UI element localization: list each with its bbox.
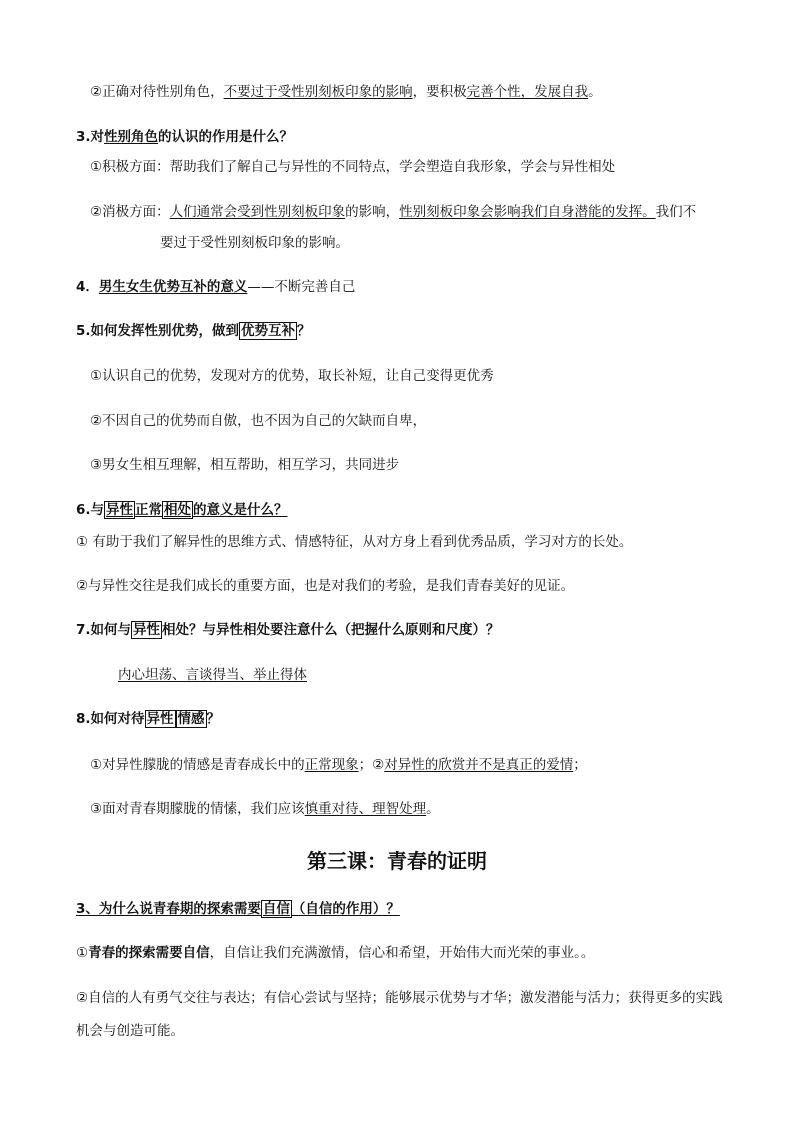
question-5-heading: 5.如何发挥性别优势，做到 优势互补 ？ bbox=[76, 323, 311, 339]
question-8-heading: 8.如何对待 异性 情感 ？ bbox=[76, 711, 221, 727]
question-6-heading: 6.与 异性 正常 相处 的意义是什么？ bbox=[76, 502, 288, 518]
s3-line-2: ②自信的人有勇气交往与表达；有信心尝试与坚持；能够展示优势与才华；激发潜能与活力；获得更多的实践机会与创造可能。 bbox=[76, 990, 723, 1039]
q7-answer: 内心坦荡、言谈得当、举止得体 bbox=[118, 667, 307, 683]
q8-line-1: ①对异性朦胧的情感是青春成长中的正常现象；②对异性的欣赏并不是真正的爱情； bbox=[90, 757, 587, 773]
q5-item-1: ①认识自己的优势，发现对方的优势，取长补短，让自己变得更优秀 bbox=[90, 368, 494, 384]
question-3-heading: 3.对性别角色的认识的作用是什么？ bbox=[76, 129, 294, 145]
q6-item-2: ②与异性交往是我们成长的重要方面，也是对我们的考验，是我们青春美好的见证。 bbox=[76, 578, 575, 594]
q8-line-2: ③面对青春期朦胧的情愫，我们应该慎重对待、理智处理。 bbox=[90, 801, 440, 817]
question-4-heading: 4．男生女生优势互补的意义——不断完善自己 bbox=[76, 279, 356, 295]
q3-negative-line: ②消极方面：人们通常会受到性别刻板印象的影响，性别刻板印象会影响我们自身潜能的发挥。我们不 bbox=[90, 204, 697, 220]
gender-role-line: ②正确对待性别角色，不要过于受性别刻板印象的影响，要积极完善个性，发展自我。 bbox=[90, 84, 602, 100]
q5-item-2: ②不因自己的优势而自傲，也不因为自己的欠缺而自卑， bbox=[90, 413, 427, 429]
q3-negative-cont: 要过于受性别刻板印象的影响。 bbox=[160, 235, 349, 251]
lesson-title: 第三课：青春的证明 bbox=[307, 849, 487, 873]
s3-line-1: ①青春的探索需要自信，自信让我们充满激情，信心和希望，开始伟大而光荣的事业。。 bbox=[76, 945, 595, 961]
question-7-heading: 7.如何与 异性 相处？与异性相处要注意什么（把握什么原则和尺度）？ bbox=[76, 622, 500, 638]
q6-item-1: ① 有助于我们了解异性的思维方式、情感特征，从对方身上看到优秀品质，学习对方的长处。 bbox=[76, 534, 633, 550]
q3-positive-line: ①积极方面：帮助我们了解自己与异性的不同特点，学会塑造自我形象，学会与异性相处 bbox=[90, 159, 616, 175]
q5-item-3: ③男女生相互理解，相互帮助，相互学习，共同进步 bbox=[90, 457, 400, 473]
section-3-heading: 3、为什么说青春期的探索需要 自信 （自信的作用）？ bbox=[76, 901, 400, 917]
